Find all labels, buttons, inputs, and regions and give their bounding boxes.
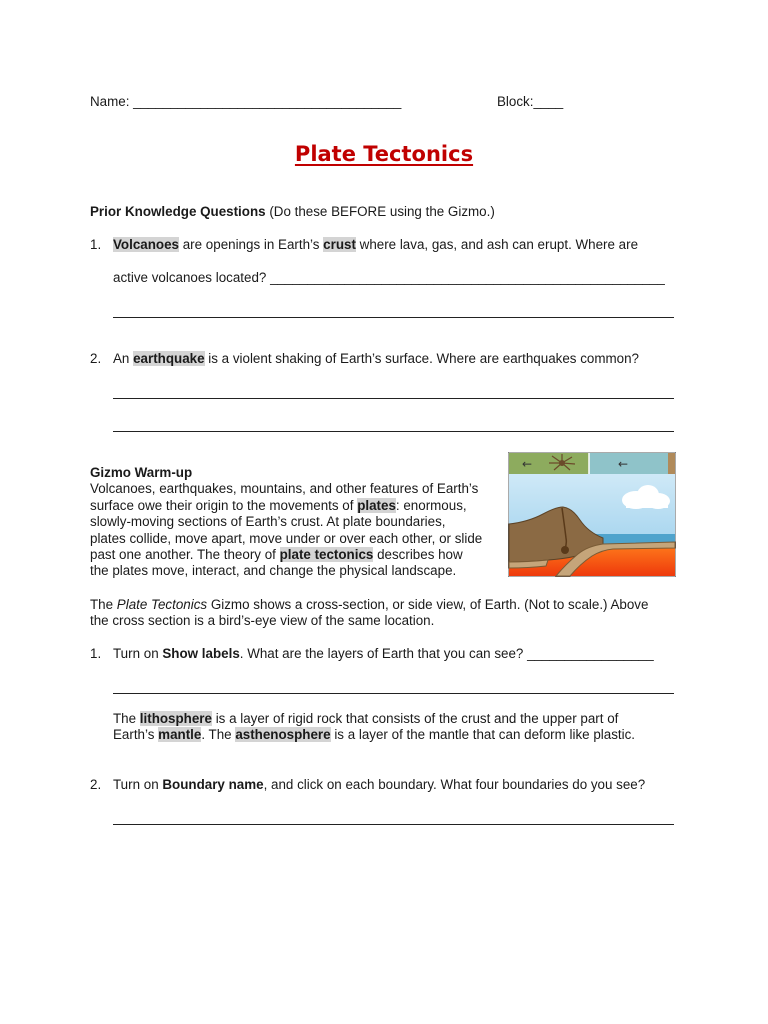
prior-heading-bold: Prior Knowledge Questions [90,204,266,219]
note-part: is a layer of the mantle that can deform like plastic. [330,727,636,743]
prior-q1-part: where lava, gas, and ash can erupt. Where are [355,237,639,252]
gizmo-figure [508,452,676,577]
term-asthenosphere: asthenosphere [235,727,331,743]
prior-q2-part: An [113,351,134,366]
term-earthquake: earthquake [133,351,205,366]
prior-q2-text [113,351,639,366]
birdseye-ocean [589,453,668,474]
gizmo-intro-paragraph [90,597,648,630]
prior-q2-part: is a violent shaking of Earth’s surface. Where are earthquakes common? [204,351,639,366]
q2-part: Turn on [113,777,163,792]
page-title: Plate Tectonics [294,142,474,166]
term-plates: plates [357,497,396,513]
term-mantle: mantle [158,727,202,743]
prior-knowledge-heading [90,204,495,219]
prior-q1-line2: active volcanoes located? _____________________________________________________ [113,270,665,285]
intro-part: Gizmo shows a cross-section, or side view, of Earth. (Not to scale.) Above [207,597,649,612]
answer-line [113,431,674,432]
warmup-q2-text [113,777,645,792]
warmup-line: surface owe their origin to the movements of [90,497,358,513]
term-crust: crust [323,237,356,252]
gizmo-name: Plate Tectonics [116,597,208,612]
answer-line [113,317,674,318]
prior-q1-text [113,237,638,252]
warmup-heading: Gizmo Warm-up [90,465,193,480]
warmup-line: past one another. The theory of [90,547,280,563]
warmup-paragraph [90,465,482,580]
note-part: is a layer of rigid rock that consists of the crust and the upper part of [211,711,619,726]
q1-part: Turn on [113,646,163,661]
boundary-name-term: Boundary name [162,777,264,792]
note-part: Earth’s [113,727,159,743]
warmup-line: describes how [373,547,463,563]
prior-q1-part: are openings in Earth’s [179,237,324,252]
cross-section-illustration [508,452,676,577]
prior-q1-number: 1. [90,237,102,252]
layers-note-paragraph [113,711,635,744]
q1-part: . What are the layers of Earth that you can see? _________________ [239,646,654,661]
warmup-q1-number: 1. [90,646,102,661]
warmup-line: the plates move, interact, and change the physical landscape. [90,563,457,579]
warmup-q1-text [113,646,654,661]
term-lithosphere: lithosphere [139,711,212,726]
intro-part: The [90,597,117,612]
name-field-label: Name: ____________________________________ [90,94,402,109]
answer-line [113,824,674,825]
answer-line [113,398,674,399]
note-part: The [113,711,140,726]
prior-heading-note: (Do these BEFORE using the Gizmo.) [265,204,495,219]
term-plate-tectonics: plate tectonics [279,547,374,563]
term-volcanoes: Volcanoes [113,237,179,252]
left-arrow-icon: ← [522,457,533,471]
warmup-line: Volcanoes, earthquakes, mountains, and other features of Earth’s [90,481,479,497]
q2-part: , and click on each boundary. What four boundaries do you see? [263,777,646,792]
warmup-line: : enormous, [395,497,467,513]
answer-line [113,693,674,694]
intro-part: the cross section is a bird’s-eye view of the same location. [90,613,435,629]
warmup-line: plates collide, move apart, move under or over each other, or slide [90,530,483,546]
show-labels-term: Show labels [162,646,240,661]
block-field-label: Block:____ [497,94,564,109]
warmup-line: slowly-moving sections of Earth’s crust. At plate boundaries, [90,514,446,530]
right-arrow-icon: ← [618,457,629,471]
prior-q2-number: 2. [90,351,102,366]
warmup-q2-number: 2. [90,777,102,792]
note-part: . The [201,727,236,743]
